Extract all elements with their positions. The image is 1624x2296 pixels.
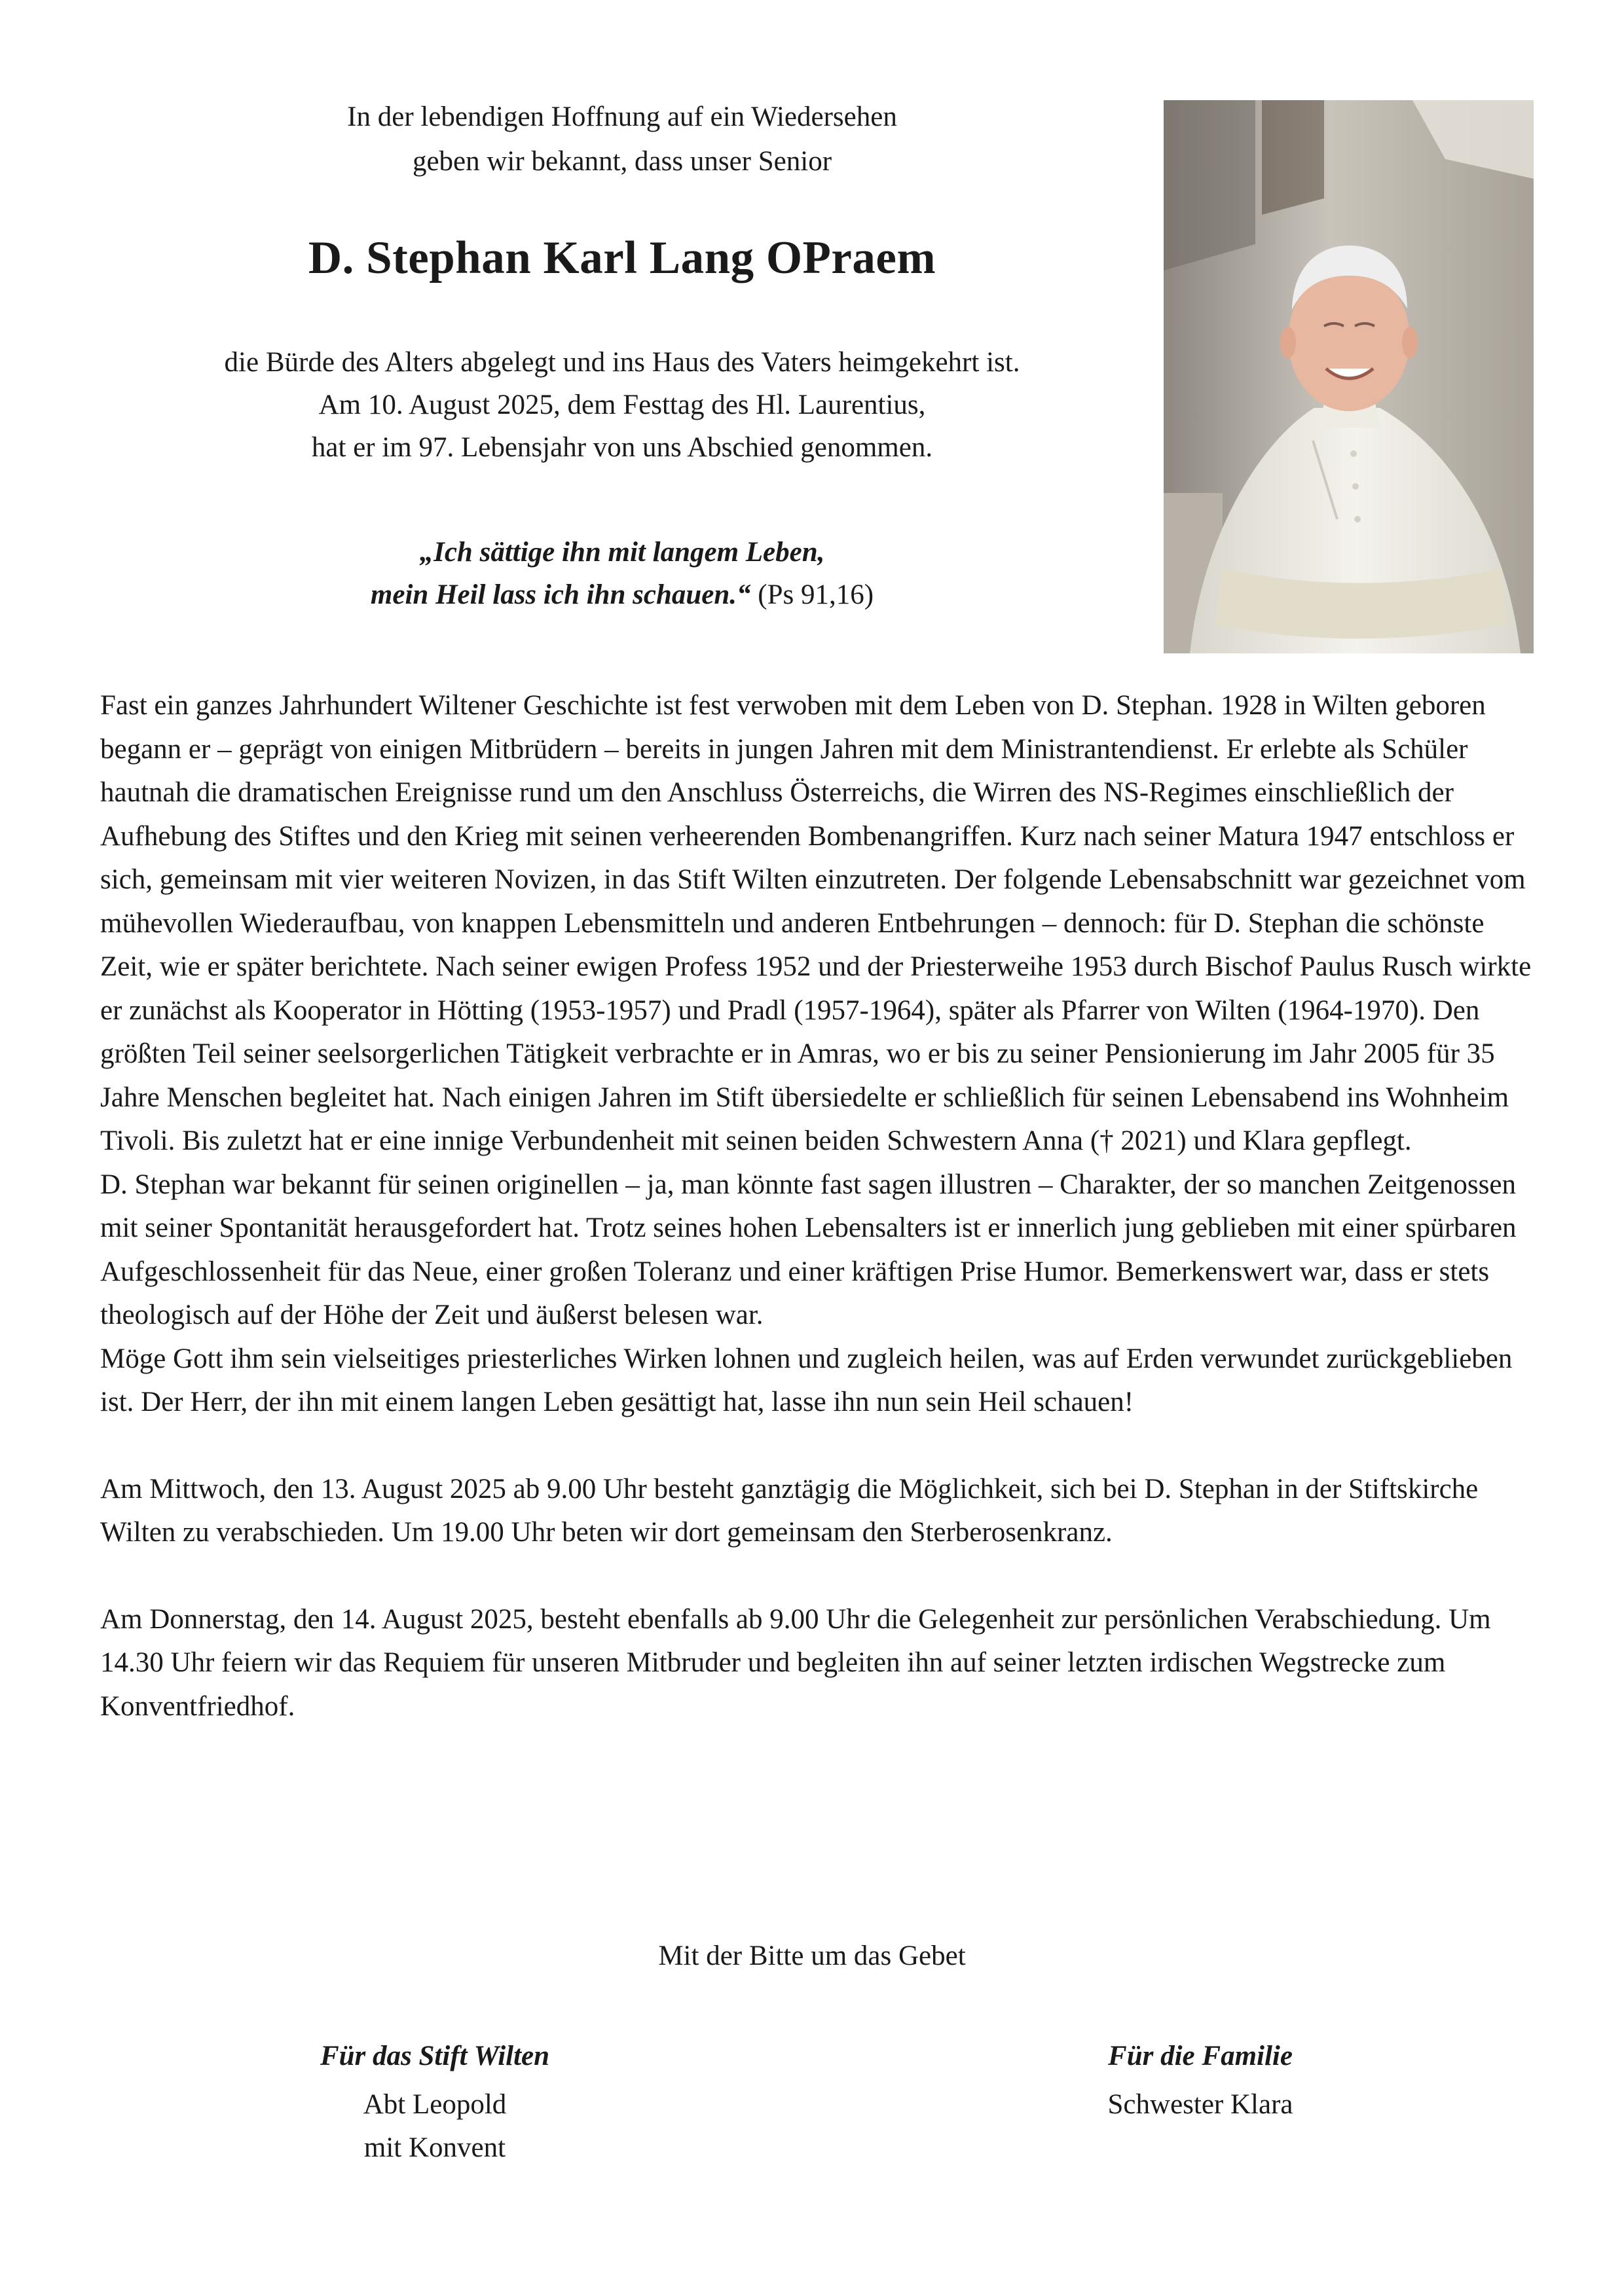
announcement-text bbox=[98, 341, 1146, 469]
signature-stift bbox=[206, 2035, 664, 2170]
deceased-name: D. Stephan Karl Lang OPraem bbox=[308, 232, 936, 283]
obituary-body bbox=[100, 684, 1538, 1728]
biography-paragraph: Fast ein ganzes Jahrhundert Wiltener Geschichte ist fest verwoben mit dem Leben von D. Stephan. 1928 in Wilten geboren begann er – geprägt von einigen Mitbrüdern – bereits in jungen Jahren mit dem Ministrantendienst. Er erlebte als Schüler hautnah die dramatischen Ereignisse rund um den Anschluss Österreichs, die Wirren des NS-Regimes einschließlich der Aufhebung des Stiftes und den Krieg mit seinen verheerenden Bombenangriffen. Kurz nach seiner Matura 1947 entschloss er sich, gemeinsam mit vier weiteren Novizen, in das Stift Wilten einzutreten. Der folgende Lebensabschnitt war gezeichnet vom mühevollen Wiederaufbau, von knappen Lebensmitteln und anderen Entbehrungen – dennoch: für D. Stephan die schönste Zeit, wie er später berichtete. Nach seiner ewigen Profess 1952 und der Priesterweihe 1953 durch Bischof Paulus Rusch wirkte er zunächst als Kooperator in Hötting (1953-1957) und Pradl (1957-1964), später als Pfarrer von Wilten (1964-1970). Den größten Teil seiner seelsorgerlichen Tätigkeit verbrachte er in Amras, wo er bis zu seiner Pensionierung im Jahr 2005 für 35 Jahre Menschen begleitet hat. Nach einigen Jahren im Stift übersiedelte er schließlich für seinen Lebensabend ins Wohnheim Tivoli. Bis zuletzt hat er eine innige Verbundenheit mit seinen beiden Schwestern Anna († 2021) und Klara gepflegt. bbox=[100, 690, 1532, 1156]
quote-reference: (Ps 91,16) bbox=[758, 579, 874, 610]
intro-line: geben wir bekannt, dass unser Senior bbox=[412, 146, 832, 177]
portrait-icon bbox=[1164, 100, 1534, 653]
signature-line: Abt Leopold bbox=[363, 2089, 507, 2120]
psalm-quote bbox=[98, 531, 1146, 616]
quote-line: mein Heil lass ich ihn schauen.“ bbox=[370, 579, 751, 610]
signature-line: Schwester Klara bbox=[1107, 2089, 1293, 2120]
requiem-paragraph: Am Donnerstag, den 14. August 2025, besteht ebenfalls ab 9.00 Uhr die Gelegenheit zur persönlichen Verabschiedung. Um 14.30 Uhr feiern wir das Requiem für unseren Mitbruder und begleiten ihn auf seiner letzten irdischen Wegstrecke zum Konventfriedhof. bbox=[100, 1603, 1491, 1722]
portrait-photo bbox=[1164, 100, 1534, 653]
announcement-line: hat er im 97. Lebensjahr von uns Abschied genommen. bbox=[311, 432, 933, 463]
announcement-line: Am 10. August 2025, dem Festtag des Hl. Laurentius, bbox=[318, 390, 926, 420]
blessing-paragraph: Möge Gott ihm sein vielseitiges priesterliches Wirken lohnen und zugleich heilen, was auf Erden verwundet zurückgeblieben ist. Der Herr, der ihn mit einem langen Leben gesättigt hat, lasse ihn nun sein Heil schauen! bbox=[100, 1343, 1513, 1417]
announcement-line: die Bürde des Alters abgelegt und ins Haus des Vaters heimgekehrt ist. bbox=[224, 347, 1020, 378]
obituary-header bbox=[98, 95, 1146, 616]
signature-heading: Für die Familie bbox=[1108, 2041, 1293, 2071]
prayer-request: Mit der Bitte um das Gebet bbox=[658, 1941, 966, 1971]
signature-line: mit Konvent bbox=[363, 2132, 506, 2163]
signature-heading: Für das Stift Wilten bbox=[320, 2041, 550, 2071]
intro-line: In der lebendigen Hoffnung auf ein Wiedersehen bbox=[347, 101, 897, 132]
quote-line-with-ref bbox=[98, 574, 1146, 616]
signature-family bbox=[971, 2035, 1430, 2126]
quote-line: „Ich sättige ihn mit langem Leben, bbox=[419, 537, 825, 568]
character-paragraph: D. Stephan war bekannt für seinen originellen – ja, man könnte fast sagen illustren – Charakter, der so manchen Zeitgenossen mit seiner Spontanität herausgefordert hat. Trotz seines hohen Lebensalters ist er innerlich jung geblieben mit einer spürbaren Aufgeschlossenheit für das Neue, einer großen Toleranz und einer kräftigen Prise Humor. Bemerkenswert war, dass er stets theologisch auf der Höhe der Zeit und äußerst belesen war. bbox=[100, 1169, 1517, 1330]
intro-text bbox=[98, 95, 1146, 184]
viewing-paragraph: Am Mittwoch, den 13. August 2025 ab 9.00 Uhr besteht ganztägig die Möglichkeit, sich bei D. Stephan in der Stiftskirche Wilten zu verabschieden. Um 19.00 Uhr beten wir dort gemeinsam den Sterberosenkranz. bbox=[100, 1473, 1479, 1548]
